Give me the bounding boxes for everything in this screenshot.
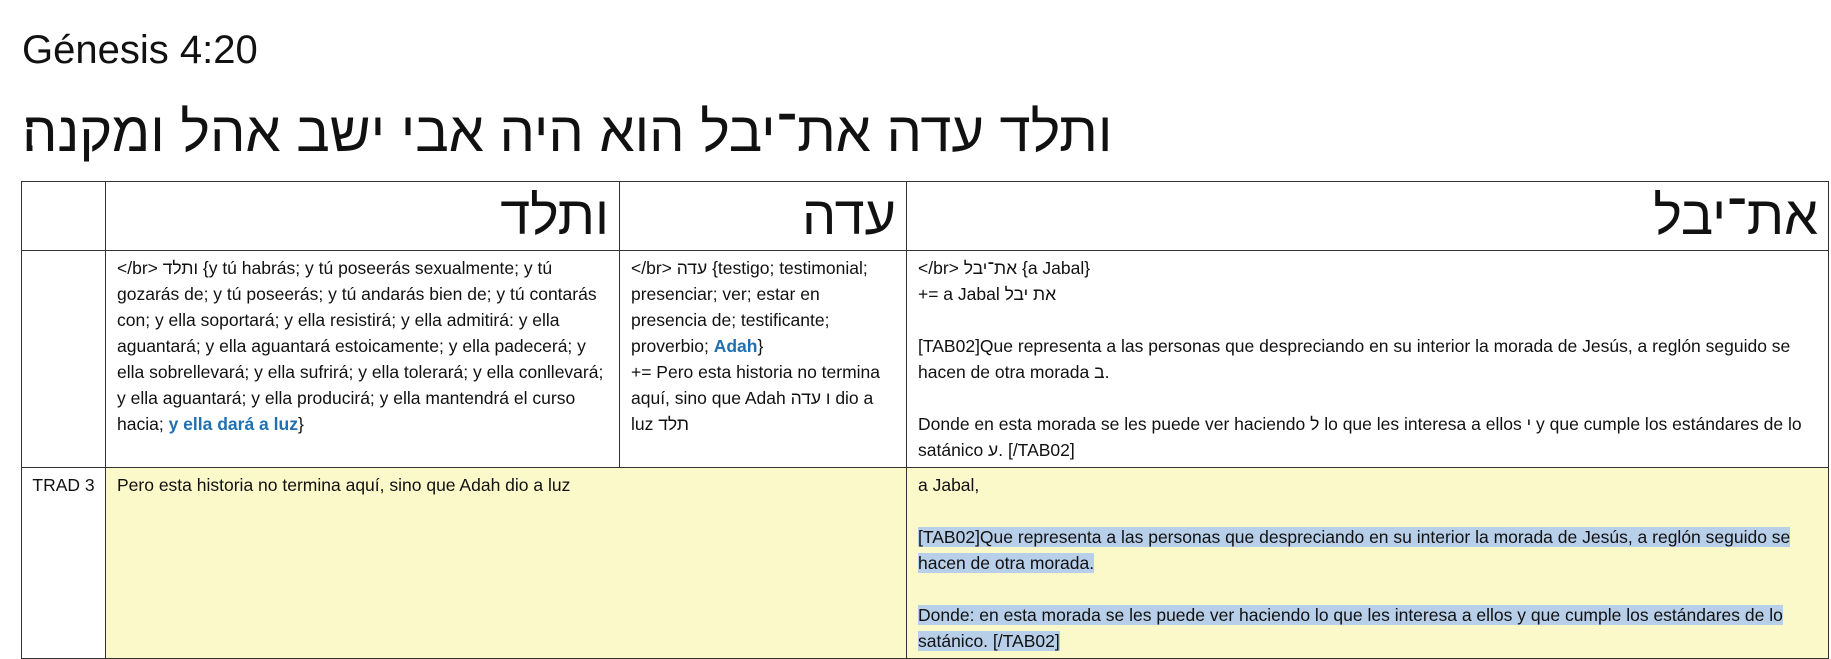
- page-title: Génesis 4:20: [22, 28, 258, 72]
- trad-label: TRAD 3: [22, 468, 106, 659]
- gloss-cell-2: [620, 251, 907, 468]
- gloss-1-highlight: y ella dará a luz: [168, 414, 298, 434]
- header-row: [22, 182, 1829, 251]
- trad-2-para2: [TAB02]Que representa a las personas que despreciando en su interior la morada de Jesús, a reglón seguido se hacen de otra morada.: [918, 527, 1791, 573]
- header-word-3: את־יבל: [1653, 186, 1818, 246]
- trad-cell-1: [106, 468, 907, 659]
- gloss-3-line2: += a Jabal את יבל: [918, 284, 1057, 304]
- trad-text-1: Pero esta historia no termina aquí, sino que Adah dio a luz: [117, 475, 571, 495]
- translation-row: [22, 468, 1829, 659]
- trad-2-line1: a Jabal,: [918, 475, 980, 495]
- gloss-cell-1: [106, 251, 620, 468]
- gloss-2-text: </br> עדה {testigo; testimonial; presenciar; ver; estar en presencia de; testificante; proverbio;: [631, 258, 868, 356]
- gloss-3-line1: </br> את־יבל {a Jabal}: [918, 258, 1091, 278]
- gloss-3-para3: Donde en esta morada se les puede ver haciendo ל lo que les interesa a ellos י y que cumple los estándares de lo satánico ע. [/TAB02]: [918, 414, 1802, 460]
- header-word-1: ותלד: [500, 186, 609, 246]
- trad-2-para3: Donde: en esta morada se les puede ver haciendo lo que les interesa a ellos y que cumple los estándares de lo satánico. [/TAB02]: [918, 605, 1783, 651]
- gloss-cell-empty: [22, 251, 106, 468]
- gloss-3-para2: [TAB02]Que representa a las personas que despreciando en su interior la morada de Jesús, a reglón seguido se hacen de otra morada ב.: [918, 336, 1791, 382]
- hebrew-verse: ותלד עדה את־יבל הוא היה אבי ישב אהל ומקנה׃: [22, 100, 1113, 163]
- interlinear-table: [21, 181, 1829, 659]
- gloss-1-text: </br> ותלד {y tú habrás; y tú poseerás sexualmente; y tú gozarás de; y tú poseerás; y tú andarás bien de; y tú contarás con; y ella soportará; y ella resistirá; y ella admitirá: y ella aguantará; y ella aguantará estoicamente; y ella padecerá; y ella sobrellevará; y ella sufrirá; y ella tolerará; y ella conllevará; y ella aguantará; y ella producirá; y ella mantendrá el curso hacia;: [117, 258, 604, 434]
- gloss-1-end: }: [297, 414, 304, 434]
- gloss-cell-3: [907, 251, 1829, 468]
- trad-cell-2: [907, 468, 1829, 659]
- gloss-2-line2: += Pero esta historia no termina aquí, sino que Adah ו עדה dio a luz תלד: [631, 362, 881, 434]
- gloss-row: [22, 251, 1829, 468]
- gloss-2-end: }: [757, 336, 764, 356]
- header-cell-empty: [22, 182, 106, 251]
- header-word-2: עדה: [802, 186, 896, 246]
- gloss-2-highlight: Adah: [713, 336, 758, 356]
